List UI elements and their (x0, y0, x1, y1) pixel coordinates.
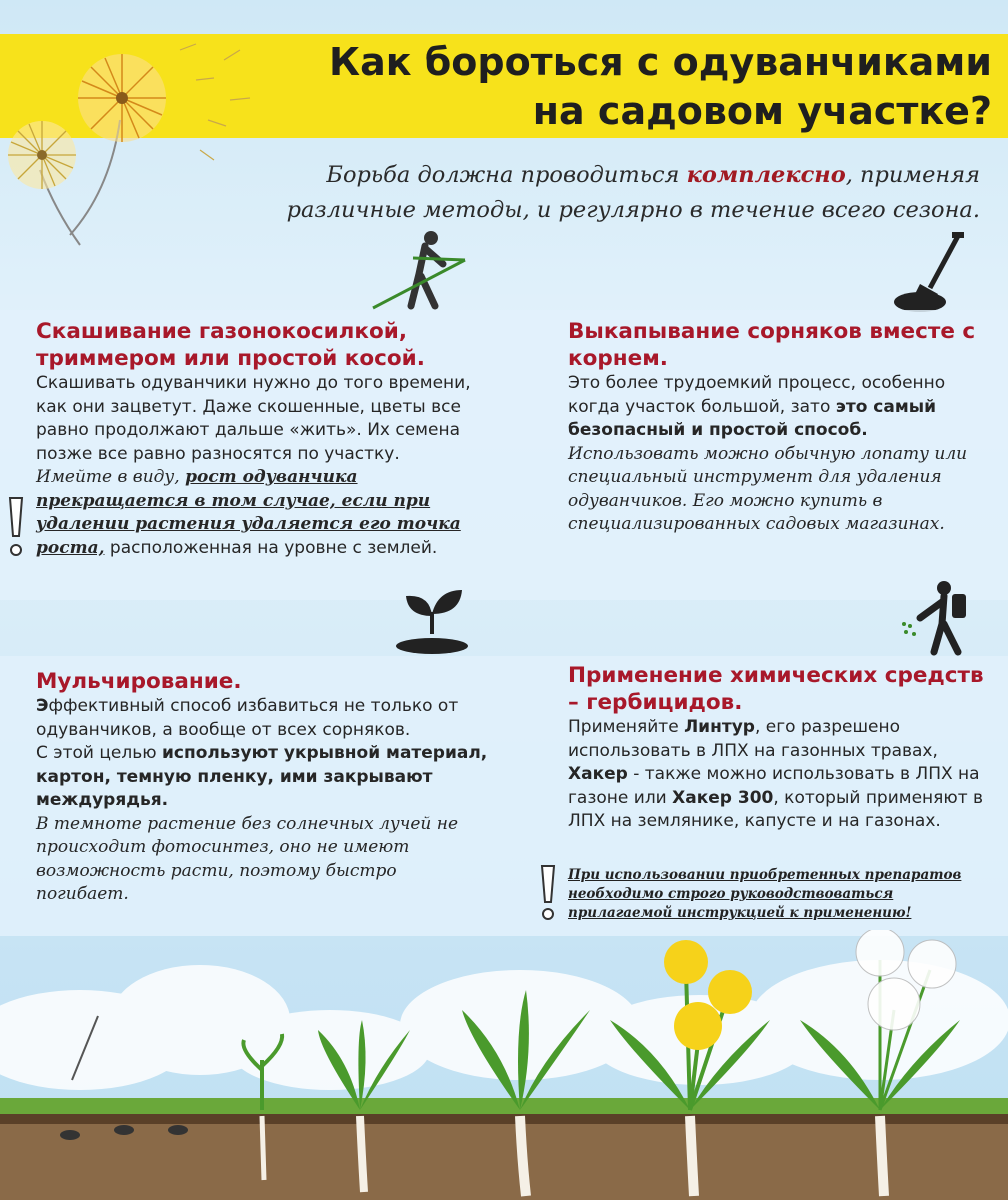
chem-text-3: - также можно использовать в ЛПХ на газоне или (568, 764, 980, 808)
mulching-text-1 (36, 695, 492, 742)
mowing-note (36, 466, 506, 560)
mulching-text-2-bold: используют укрывной материал, картон, темную пленку, ими закрывают междурядья. (36, 743, 488, 810)
mulching-text-2 (36, 742, 492, 813)
exclamation-icon (538, 864, 558, 924)
intro-after: , применяя различные методы, и регулярно в течение всего сезона. (286, 162, 980, 223)
chemicals-warning: При использовании приобретенных препаратов необходимо строго руководствоваться прилагаемой инструкцией к применению! (568, 867, 962, 921)
intro-before: Борьба должна проводиться (326, 162, 687, 188)
mulching-heading: Мульчирование. (36, 669, 242, 694)
chem-product-haker-300: Хакер 300 (672, 787, 774, 808)
trimmer-worker-icon (365, 228, 480, 313)
chemicals-heading: Применение химических средств – гербицидов. (568, 663, 984, 715)
digging-text (568, 372, 988, 443)
page-title (262, 38, 992, 136)
chemicals-section (568, 662, 998, 834)
mulching-text-2-plain: С этой целью (36, 743, 162, 763)
mowing-note-underlined: рост одуванчика прекращается в том случае, если при удалении растения удаляется его точка роста, (36, 467, 461, 558)
mulching-section (36, 668, 492, 907)
sprayer-worker-icon (900, 578, 980, 656)
title-line-2: на садовом участке? (532, 89, 992, 133)
intro-highlight: комплексно (686, 162, 846, 188)
mulching-text-1-bold: Э (36, 696, 49, 716)
chemicals-text (568, 716, 998, 834)
mowing-heading: Скашивание газонокосилкой, триммером или простой косой. (36, 319, 425, 371)
mulching-text-1-plain: ффективный способ избавиться не только от одуванчиков, а вообще от всех сорняков. (36, 696, 459, 740)
mowing-section (36, 318, 506, 560)
chem-text-4: , который применяют в ЛПХ на землянике, капусте и на газонах. (568, 787, 984, 831)
shovel-icon (890, 232, 970, 312)
chem-text-2: , его разрешено использовать в ЛПХ на газонных травах, (568, 717, 938, 761)
chem-product-haker: Хакер (568, 764, 628, 784)
dandelion-growth-scene-icon (0, 930, 1008, 1200)
digging-heading: Выкапывание сорняков вместе с корнем. (568, 319, 976, 371)
intro-text (200, 158, 980, 228)
title-line-1: Как бороться с одуванчиками (329, 40, 992, 84)
digging-text-bold: это самый безопасный и простой способ. (568, 396, 937, 440)
chem-product-linture: Линтур (684, 717, 755, 737)
chem-text-1: Применяйте (568, 717, 685, 737)
mowing-note-intro: Имейте в виду, (36, 467, 186, 487)
digging-text-plain: Это более трудоемкий процесс, особенно когда участок большой, зато (568, 373, 946, 417)
seedling-icon (388, 586, 480, 658)
mowing-note-rest: расположенная на уровне с землей. (104, 537, 438, 558)
digging-text-italic: Использовать можно обычную лопату или специальный инструмент для удаления одуванчиков. Его можно купить в специализированных садовых магазинах. (568, 443, 968, 534)
mulching-text-3: В темноте растение без солнечных лучей не происходит фотосинтез, оно не имеют возможность расти, поэтому быстро погибает. (36, 813, 459, 904)
mowing-text: Скашивать одуванчики нужно до того времени, как они зацветут. Даже скошенные, цветы все равно продолжают дальше «жить». Их семена позже все равно разносятся по участку. (36, 373, 471, 464)
exclamation-icon (6, 496, 26, 560)
digging-section (568, 318, 988, 537)
